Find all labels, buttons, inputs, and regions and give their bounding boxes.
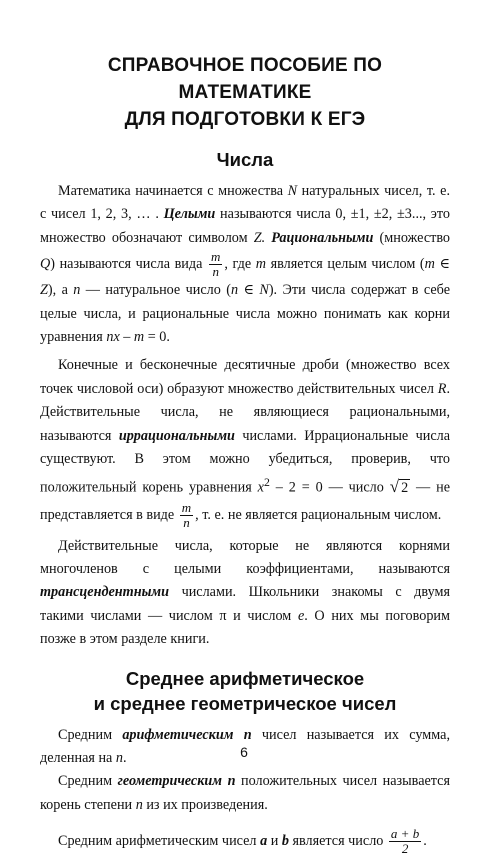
text-run: . xyxy=(423,833,427,850)
book-title xyxy=(40,0,450,133)
fraction-numerator: m xyxy=(211,249,221,265)
text-run: и xyxy=(267,833,282,850)
sqrt-two xyxy=(390,475,410,500)
formula-nx-minus-m: nx – m xyxy=(106,329,145,346)
symbol-x: x xyxy=(257,480,264,497)
symbol-b: b xyxy=(281,833,289,850)
symbol-N: N xyxy=(287,183,298,199)
fraction-numerator: a + b xyxy=(390,826,420,842)
symbol-m: m xyxy=(255,255,267,272)
text-run: . xyxy=(122,750,127,767)
symbol-a: a xyxy=(260,833,268,850)
fraction-denominator: 2 xyxy=(401,841,409,856)
fraction-denominator: n xyxy=(212,264,219,280)
fraction-numerator: m xyxy=(181,499,192,515)
paragraph-real-numbers xyxy=(40,354,450,529)
term-transcendental: трансцендентными xyxy=(40,584,170,601)
text-run: , где xyxy=(224,255,256,272)
text-run: (множество xyxy=(373,229,451,246)
term-irrational: иррациональными xyxy=(118,427,235,444)
paragraph-geometric-mean xyxy=(40,770,450,817)
text-run: . Действительные числа, не являющиеся рациональными, называются xyxy=(40,380,450,444)
fraction-denominator: n xyxy=(183,514,190,530)
term-rational: Рациональными xyxy=(271,229,374,246)
symbol-e: e xyxy=(297,607,305,624)
text-run: натуральных чисел, т. е. с чисел 1, 2, 3, … . xyxy=(40,183,451,223)
text-run: – 2 = 0 — число xyxy=(269,480,390,497)
exponent: 2 xyxy=(263,475,270,490)
text-run: чисел называется их сумма, деленная на xyxy=(40,726,450,767)
text-run: Средним xyxy=(58,726,123,743)
symbol-Z: Z. xyxy=(253,229,266,246)
paragraph-mean-of-two xyxy=(40,827,450,856)
symbol-Q: Q xyxy=(40,255,51,272)
text-run: является число xyxy=(288,833,387,850)
text-run: ), а xyxy=(47,282,74,299)
text-run: Средним xyxy=(58,773,118,790)
symbol-n: n xyxy=(135,796,143,813)
section-heading-line1: Среднее арифметическое xyxy=(125,667,365,689)
radicand: 2 xyxy=(401,480,409,497)
text-run: . О них мы поговорим позже в этом разделе книги. xyxy=(40,607,450,648)
paragraph-transcendental xyxy=(40,535,450,652)
text-run: называются числа 0, ±1, ±2, ±3..., это множество обозначают символом xyxy=(40,206,451,246)
text-run: ) называются числа вида xyxy=(50,255,208,272)
symbol-n: n xyxy=(115,750,123,767)
book-title-line1: СПРАВОЧНОЕ ПОСОБИЕ ПО МАТЕМАТИКЕ xyxy=(107,55,383,103)
text-run: Математика начинается с множества xyxy=(58,183,288,199)
radical-sign: √ xyxy=(389,477,400,497)
fraction-m-over-n xyxy=(209,250,222,279)
paragraph-numbers-intro xyxy=(40,180,450,349)
text-run: является целым числом ( xyxy=(266,255,425,272)
text-run: из их произведения. xyxy=(142,796,268,813)
text-run: ). Эти числа содержат в себе целые числа, и рациональные числа можно понимать как корни уравнения xyxy=(40,282,450,346)
section-heading-means xyxy=(40,666,450,716)
text-run: — не представляется в виде xyxy=(40,480,451,523)
text-run: , т. е. не является рациональным числом. xyxy=(195,506,442,523)
section-heading-numbers: Числа xyxy=(216,149,274,170)
text-run: числами. Школьники знакомы с двумя такими числами — числом π и числом xyxy=(40,584,450,624)
text-run: числами. Иррациональные числа существуют. В этом можно убедиться, проверив, что положительный корень уравнения xyxy=(40,427,450,497)
section-heading-line2: и среднее геометрическое чисел xyxy=(93,692,397,714)
term-integers: Целыми xyxy=(163,206,216,223)
text-run: Действительные числа, которые не являются корнями многочленов с целыми коэффициентами, называются xyxy=(40,537,450,578)
term-arithmetic-mean: арифметическим n xyxy=(122,726,252,743)
formula-n-in-N: n ∈ N xyxy=(230,282,269,299)
term-geometric-mean: геометрическим n xyxy=(117,773,236,790)
text-run: Конечные и бесконечные десятичные дроби (множество всех точек числовой оси) образуют множество действительных чисел xyxy=(40,357,450,397)
book-title-line2: ДЛЯ ПОДГОТОВКИ К ЕГЭ xyxy=(124,109,366,130)
symbol-R: R xyxy=(437,380,447,397)
formula-m-in-Z: m ∈ Z xyxy=(40,255,450,299)
text-run: Средним арифметическим чисел xyxy=(58,833,261,850)
text-run: = 0. xyxy=(144,329,170,346)
fraction-m-over-n xyxy=(180,501,193,530)
page-number: 6 xyxy=(240,744,248,760)
text-run: — натуральное число ( xyxy=(80,282,231,299)
text-run: положительных чисел называется корень степени xyxy=(40,773,450,813)
symbol-n: n xyxy=(73,282,81,299)
fraction-a-plus-b-over-2 xyxy=(389,827,421,856)
